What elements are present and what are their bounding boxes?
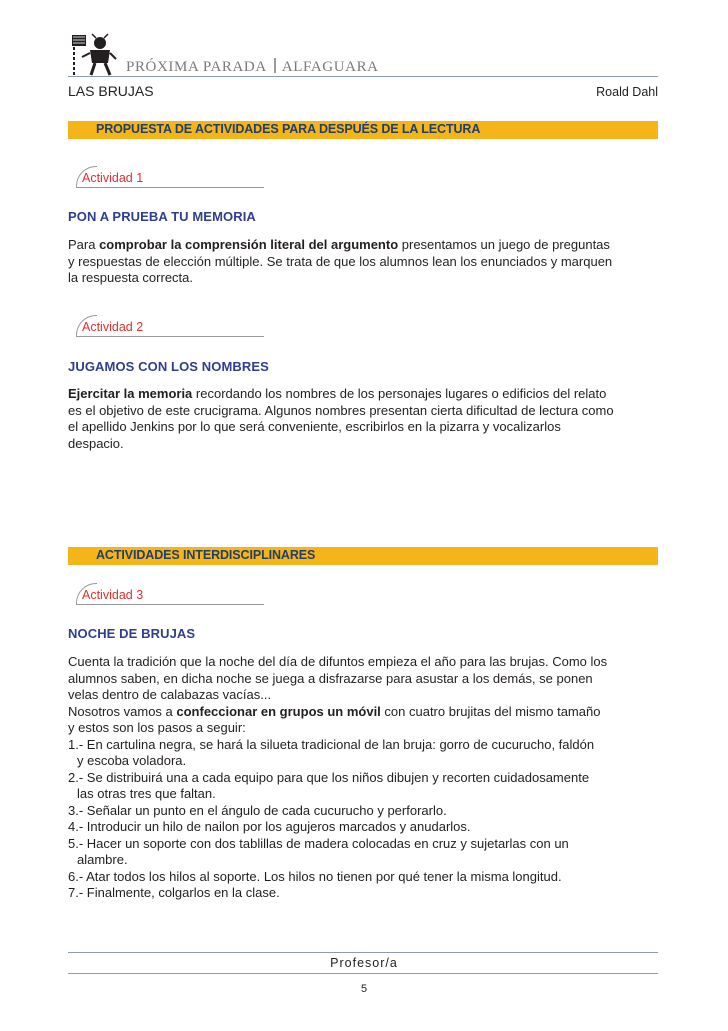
step-text: y escoba voladora. xyxy=(77,753,187,768)
section-title: PROPUESTA DE ACTIVIDADES PARA DESPUÉS DE LA LECTURA xyxy=(96,122,481,136)
footer-rule-top xyxy=(68,952,658,953)
header-rule xyxy=(68,76,658,77)
brand-left: PRÓXIMA PARADA xyxy=(126,59,267,75)
activity-2-label-box xyxy=(68,315,264,337)
step-text: 4.- Introducir un hilo de nailon por los agujeros marcados y anudarlos. xyxy=(68,819,471,834)
step-text: 3.- Señalar un punto en el ángulo de cada cucurucho y perforarlo. xyxy=(68,802,447,818)
footer-label: Profesor/a xyxy=(330,956,398,970)
bold-text: Ejercitar la memoria xyxy=(68,386,193,401)
page-number: 5 xyxy=(360,983,368,995)
text: Nosotros vamos a xyxy=(68,703,177,719)
document-title: LAS BRUJAS xyxy=(68,83,154,99)
brand-separator xyxy=(274,58,276,73)
publisher-logo-icon xyxy=(68,33,118,77)
activity-3-body xyxy=(68,654,660,902)
activity-label: Actividad 2 xyxy=(82,320,144,334)
step-text: 2.- Se distribuirá una a cada equipo para que los niños dibujen y recorten cuidadosamente xyxy=(68,769,590,785)
activity-3-label-box xyxy=(68,583,264,605)
text: presentamos un juego de preguntas xyxy=(398,237,610,252)
step-text: 5.- Hacer un soporte con dos tablillas de madera colocadas en cruz y sujetarlas con un xyxy=(68,835,569,851)
activity-1-title: PON A PRUEBA TU MEMORIA xyxy=(68,209,256,224)
activity-1-label-box xyxy=(68,166,264,188)
text: el apellido Jenkins por lo que será conveniente, escribirlos en la pizarra y vocalizarlos xyxy=(68,419,561,434)
step-text: 7.- Finalmente, colgarlos en la clase. xyxy=(68,885,280,900)
text: es el objetivo de este crucigrama. Algunos nombres presentan cierta dificultad de lectura como xyxy=(68,402,614,418)
activity-label: Actividad 1 xyxy=(82,171,144,185)
text: Para xyxy=(68,237,100,252)
step-text: 1.- En cartulina negra, se hará la silueta tradicional de lan bruja: gorro de cucurucho, faldón xyxy=(68,736,595,752)
step-text: alambre. xyxy=(77,852,128,867)
step-text: 6.- Atar todos los hilos al soporte. Los hilos no tienen por qué tener la misma longitud. xyxy=(68,868,562,884)
text: la respuesta correcta. xyxy=(68,270,194,285)
footer-rule-bottom xyxy=(68,973,658,974)
step-text: las otras tres que faltan. xyxy=(77,786,216,801)
text: Cuenta la tradición que la noche del día de difuntos empieza el año para las brujas. Como los xyxy=(68,654,608,669)
text: recordando los nombres de los personajes lugares o edificios del relato xyxy=(192,386,607,401)
brand-wordmark xyxy=(126,58,379,76)
brand-right: ALFAGUARA xyxy=(281,59,379,75)
text: con cuatro brujitas del mismo tamaño xyxy=(380,703,601,719)
activity-2-title: JUGAMOS CON LOS NOMBRES xyxy=(68,359,269,374)
text: y respuestas de elección múltiple. Se trata de que los alumnos lean los enunciados y marquen xyxy=(68,253,613,269)
section-title: ACTIVIDADES INTERDISCIPLINARES xyxy=(96,548,316,562)
section-bar-after-reading xyxy=(68,121,658,139)
label-underline xyxy=(76,336,264,337)
section-bar-interdisciplinary xyxy=(68,547,658,565)
label-underline xyxy=(76,187,264,188)
document-author: Roald Dahl xyxy=(596,85,658,99)
bold-text: confeccionar en grupos un móvil xyxy=(176,703,381,719)
text: y estos son los pasos a seguir: xyxy=(68,720,246,735)
text: alumnos saben, en dicha noche se juega a disfrazarse para asustar a los demás, se ponen xyxy=(68,670,593,686)
text: despacio. xyxy=(68,435,124,451)
activity-label: Actividad 3 xyxy=(82,588,144,602)
activity-1-body xyxy=(68,237,660,287)
activity-2-body xyxy=(68,386,660,452)
label-underline xyxy=(76,604,264,605)
activity-3-title: NOCHE DE BRUJAS xyxy=(68,626,196,641)
text: velas dentro de calabazas vacías... xyxy=(68,687,272,702)
bold-text: comprobar la comprensión literal del argumento xyxy=(99,237,399,252)
